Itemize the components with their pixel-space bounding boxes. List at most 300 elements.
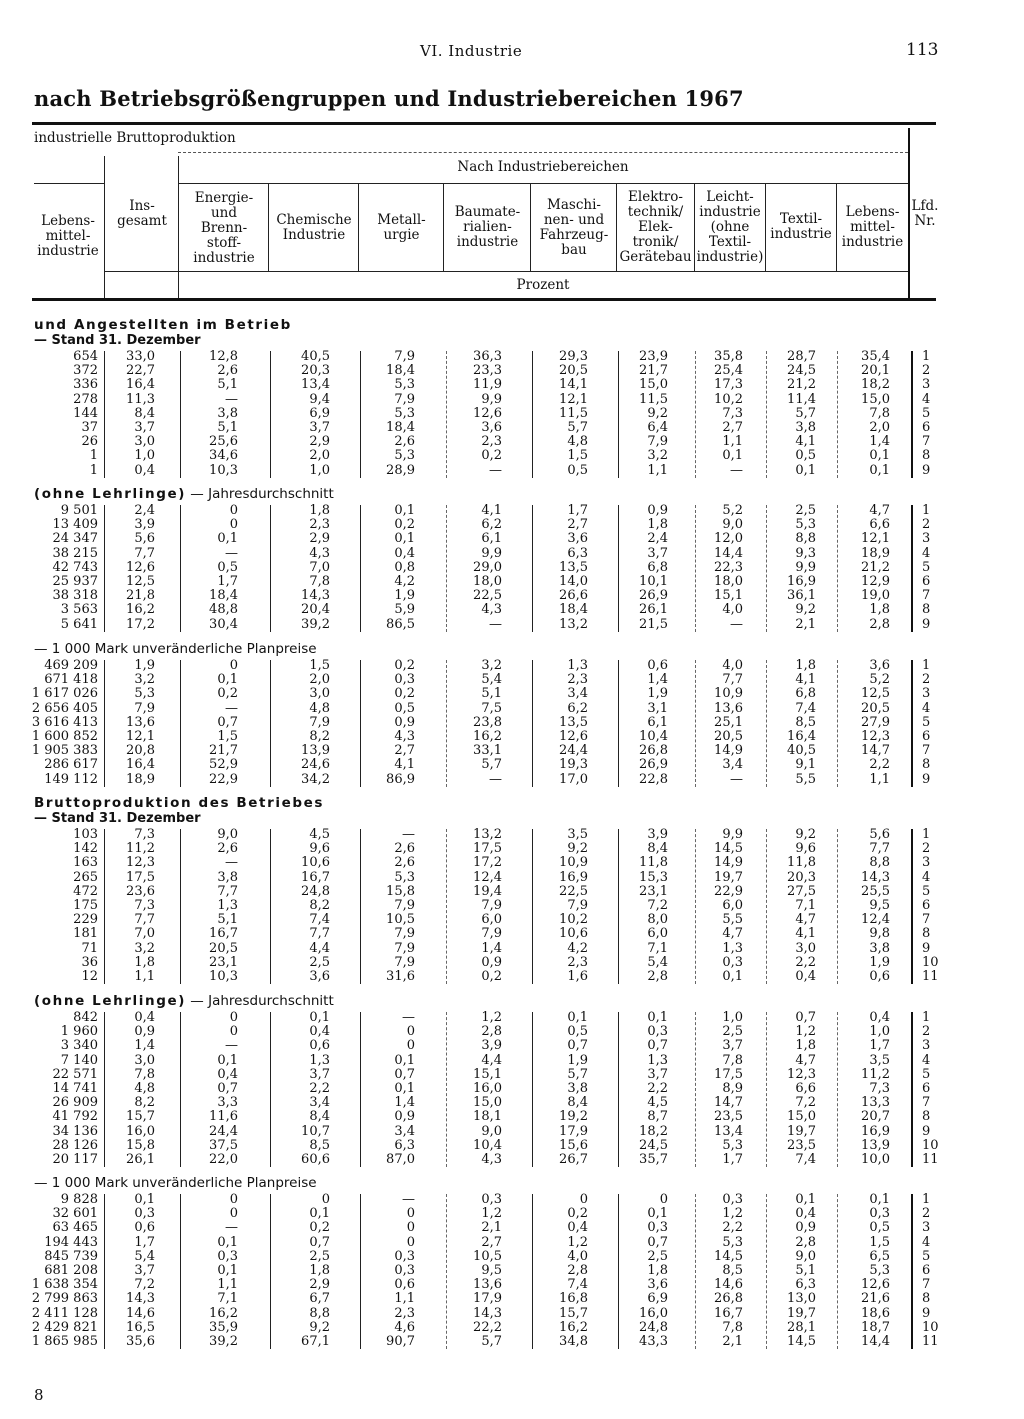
table-cell: 86,5	[386, 616, 415, 632]
table-row	[0, 504, 1024, 518]
table-cell: 4,4	[481, 1052, 502, 1068]
table-cell: 13,2	[473, 827, 502, 842]
table-row	[0, 1264, 1024, 1278]
table-cell: 24,5	[787, 363, 816, 379]
table-cell: 2,9	[309, 531, 330, 547]
table-cell: 0,5	[869, 1220, 890, 1236]
table-cell: 2,3	[567, 672, 588, 688]
section-title-lead: (ohne Lehrlinge)	[34, 993, 187, 1009]
table-cell: —	[225, 855, 238, 871]
row-number: 7	[922, 912, 931, 928]
table-cell: 39,2	[209, 1333, 238, 1349]
table-cell: 0,9	[647, 503, 668, 518]
table-cell: 6,9	[309, 405, 330, 421]
col-header-maschinenbau: Maschi- nen- und Fahrzeug- bau	[539, 197, 609, 258]
table-cell: 1,4	[394, 1095, 415, 1111]
table-cell: 2,0	[309, 448, 330, 464]
table-cell: 9,0	[217, 827, 238, 842]
table-cell: 6,3	[567, 545, 588, 561]
table-cell: 17,3	[714, 377, 743, 393]
table-cell: 31,6	[386, 968, 415, 984]
table-cell: 20,8	[126, 743, 155, 759]
table-cell: 8,4	[309, 1109, 330, 1125]
table-cell: 1,3	[217, 897, 238, 913]
table-cell: 1,8	[795, 1038, 816, 1054]
table-cell: 21,2	[861, 559, 890, 575]
table-cell: 27,9	[861, 714, 890, 730]
table-cell: 5,5	[722, 912, 743, 928]
table-cell: 3,5	[869, 1052, 890, 1068]
table-cell: 5,1	[795, 1262, 816, 1278]
table-cell: 1,4	[481, 940, 502, 956]
table-cell: 9,9	[481, 545, 502, 561]
table-cell: 41 792	[52, 1109, 98, 1125]
table-cell: 20,7	[861, 1109, 890, 1125]
table-cell: 26,8	[714, 1291, 743, 1307]
table-header-bottom-rule	[32, 298, 936, 301]
table-cell: 40,5	[301, 349, 330, 364]
table-cell: 19,3	[559, 757, 588, 773]
table-row	[0, 1096, 1024, 1110]
row-number: 7	[922, 1277, 931, 1293]
table-cell: 14,6	[714, 1277, 743, 1293]
table-cell: 5,7	[795, 405, 816, 421]
table-cell: 4,1	[481, 503, 502, 518]
table-cell: 10,9	[714, 686, 743, 702]
table-cell: 8,9	[722, 1080, 743, 1096]
section-title	[34, 796, 324, 811]
table-cell: 11,2	[861, 1066, 890, 1082]
table-cell: 14,3	[301, 588, 330, 604]
table-cell: 0,1	[869, 448, 890, 464]
table-cell: 60,6	[301, 1151, 330, 1167]
table-cell: 278	[73, 391, 98, 407]
table-cell: 2,8	[869, 616, 890, 632]
table-cell: 0,1	[217, 1052, 238, 1068]
table-cell: 1,3	[722, 940, 743, 956]
table-cell: 9 828	[60, 1192, 98, 1207]
table-cell: 35,7	[639, 1151, 668, 1167]
table-cell: 3,8	[567, 1080, 588, 1096]
table-cell: 3,3	[217, 1095, 238, 1111]
table-cell: 2,9	[309, 434, 330, 450]
table-cell: —	[730, 462, 743, 478]
table-cell: 5,7	[567, 1066, 588, 1082]
table-cell: 0,5	[567, 462, 588, 478]
table-cell: 1,1	[134, 968, 155, 984]
table-cell: 8,5	[722, 1262, 743, 1278]
table-cell: 0	[406, 1234, 415, 1250]
table-cell: 0,2	[217, 686, 238, 702]
table-cell: 9 501	[60, 503, 98, 518]
table-cell: 7 140	[60, 1052, 98, 1068]
table-cell: 2,5	[722, 1024, 743, 1040]
col-header-insgesamt: Ins- gesamt	[117, 198, 167, 229]
table-cell: 13,3	[861, 1095, 890, 1111]
table-cell: 21,6	[861, 1291, 890, 1307]
table-cell: 21,5	[639, 616, 668, 632]
row-number: 8	[922, 1291, 931, 1307]
table-cell: 23,1	[209, 954, 238, 970]
table-cell: 1,4	[869, 434, 890, 450]
table-cell: 1,8	[309, 503, 330, 518]
table-cell: 7,9	[394, 926, 415, 942]
table-cell: 7,7	[134, 545, 155, 561]
table-cell: 1	[89, 448, 98, 464]
table-cell: —	[489, 771, 502, 787]
table-cell: 16,7	[714, 1305, 743, 1321]
table-cell: 12,3	[861, 728, 890, 744]
col-header-lebensmittel: Lebens- mittel- industrie	[841, 204, 904, 250]
table-cell: 6,1	[481, 531, 502, 547]
table-cell: 0,9	[795, 1220, 816, 1236]
table-cell: 1,9	[647, 686, 668, 702]
table-cell: 86,9	[386, 771, 415, 787]
table-row	[0, 942, 1024, 956]
table-cell: 18,7	[861, 1319, 890, 1335]
table-cell: 12,3	[126, 855, 155, 871]
table-cell: 7,9	[309, 714, 330, 730]
table-cell: 4,3	[394, 728, 415, 744]
table-cell: 36,1	[787, 588, 816, 604]
table-cell: 16,2	[473, 728, 502, 744]
table-cell: 1 617 026	[31, 686, 98, 702]
table-cell: 71	[81, 940, 98, 956]
table-cell: 10,0	[861, 1151, 890, 1167]
table-cell: 15,0	[473, 1095, 502, 1111]
table-cell: 7,3	[869, 1080, 890, 1096]
table-cell: 15,7	[126, 1109, 155, 1125]
row-number: 4	[922, 869, 931, 885]
table-row	[0, 856, 1024, 870]
table-cell: 0,7	[567, 1038, 588, 1054]
table-cell: 0,5	[567, 1024, 588, 1040]
table-cell: 1,5	[217, 728, 238, 744]
table-cell: 16,4	[126, 757, 155, 773]
table-cell: 0,3	[869, 1206, 890, 1222]
table-cell: 0	[229, 517, 238, 533]
table-cell: 3,7	[309, 419, 330, 435]
table-cell: 175	[73, 897, 98, 913]
table-cell: 0,7	[217, 714, 238, 730]
table-row	[0, 1025, 1024, 1039]
table-row	[0, 659, 1024, 673]
table-cell: 0,1	[722, 448, 743, 464]
table-cell: 0,1	[217, 531, 238, 547]
col-header-leichtindustrie: Leicht- industrie (ohne Textil- industrie)	[696, 189, 764, 265]
table-cell: 10,3	[209, 968, 238, 984]
table-row	[0, 518, 1024, 532]
table-cell: 42 743	[52, 559, 98, 575]
table-cell: 0,4	[217, 1066, 238, 1082]
table-cell: 19,7	[787, 1305, 816, 1321]
table-cell: —	[402, 1192, 415, 1207]
table-cell: 12,6	[861, 1277, 890, 1293]
table-cell: 26	[81, 434, 98, 450]
table-cell: 3,7	[309, 1066, 330, 1082]
table-cell: 0	[406, 1038, 415, 1054]
table-cell: 12,4	[861, 912, 890, 928]
table-cell: 5,6	[134, 531, 155, 547]
table-cell: 7,7	[309, 926, 330, 942]
table-cell: 4,5	[647, 1095, 668, 1111]
table-cell: 16,4	[787, 728, 816, 744]
col-header-elektrotechnik: Elektro- technik/ Elek- tronik/ Gerätebau	[619, 189, 692, 265]
table-cell: 0,1	[217, 1262, 238, 1278]
table-cell: 0	[229, 658, 238, 673]
table-cell: 14,0	[559, 573, 588, 589]
table-cell: 33,0	[126, 349, 155, 364]
section-title	[34, 642, 317, 657]
table-cell: 9,5	[869, 897, 890, 913]
table-cell: 3 340	[60, 1038, 98, 1054]
table-cell: 1,2	[481, 1206, 502, 1222]
table-cell: 1,2	[795, 1024, 816, 1040]
row-number: 5	[922, 1066, 931, 1082]
table-cell: 9,2	[567, 841, 588, 857]
table-cell: 0,1	[394, 1052, 415, 1068]
table-cell: 0,4	[134, 1010, 155, 1025]
row-number: 2	[922, 1024, 931, 1040]
table-cell: 0,1	[869, 1192, 890, 1207]
table-cell: 26,9	[639, 757, 668, 773]
table-cell: 9,9	[481, 391, 502, 407]
table-cell: 34,8	[559, 1333, 588, 1349]
table-cell: 21,7	[639, 363, 668, 379]
table-cell: 3,8	[217, 405, 238, 421]
table-row	[0, 1278, 1024, 1292]
table-cell: 22,0	[209, 1151, 238, 1167]
table-cell: 0,3	[481, 1192, 502, 1207]
table-cell: 25,1	[714, 714, 743, 730]
table-cell: 2,8	[795, 1234, 816, 1250]
table-cell: 16,0	[639, 1305, 668, 1321]
table-cell: 6,6	[869, 517, 890, 533]
table-cell: 18,2	[639, 1123, 668, 1139]
table-cell: 3,6	[869, 658, 890, 673]
table-cell: 7,1	[217, 1291, 238, 1307]
table-cell: 16,0	[126, 1123, 155, 1139]
table-cell: 1,2	[481, 1010, 502, 1025]
table-cell: 1,5	[567, 448, 588, 464]
table-cell: 16,2	[126, 602, 155, 618]
table-cell: 23,1	[639, 883, 668, 899]
table-cell: 28 126	[52, 1137, 98, 1153]
table-cell: 8,7	[647, 1109, 668, 1125]
table-cell: 11,5	[639, 391, 668, 407]
table-cell: 87,0	[386, 1151, 415, 1167]
table-cell: 1,9	[394, 588, 415, 604]
table-cell: 8,8	[309, 1305, 330, 1321]
table-cell: 19,2	[559, 1109, 588, 1125]
table-cell: 6,0	[481, 912, 502, 928]
table-cell: 7,3	[134, 827, 155, 842]
table-cell: 24,6	[301, 757, 330, 773]
table-cell: 0,2	[394, 686, 415, 702]
table-cell: 1,8	[647, 517, 668, 533]
table-row	[0, 673, 1024, 687]
table-cell: 0,1	[217, 672, 238, 688]
row-number: 9	[922, 940, 931, 956]
table-cell: 3,6	[647, 1277, 668, 1293]
table-cell: 7,2	[134, 1277, 155, 1293]
table-cell: 7,1	[647, 940, 668, 956]
table-row	[0, 1335, 1024, 1349]
table-cell: 7,9	[481, 926, 502, 942]
table-cell: 23,8	[473, 714, 502, 730]
table-row	[0, 758, 1024, 772]
table-cell: 7,9	[647, 434, 668, 450]
table-cell: 17,2	[126, 616, 155, 632]
col-header-lebensmittel-left: Lebens- mittel- industrie	[37, 213, 99, 259]
table-cell: 2,1	[722, 1333, 743, 1349]
table-cell: 20,5	[209, 940, 238, 956]
table-cell: 11,8	[787, 855, 816, 871]
table-cell: 0,1	[309, 1206, 330, 1222]
table-cell: 681 208	[44, 1262, 98, 1278]
table-cell: 0,4	[869, 1010, 890, 1025]
row-number: 9	[922, 771, 931, 787]
table-cell: 13,6	[473, 1277, 502, 1293]
table-cell: 0,3	[647, 1220, 668, 1236]
table-cell: 1,9	[567, 1052, 588, 1068]
table-cell: 0	[229, 1010, 238, 1025]
table-row	[0, 378, 1024, 392]
table-cell: 5,4	[647, 954, 668, 970]
table-cell: 9,0	[722, 517, 743, 533]
col-header-lfd-nr: Lfd. Nr.	[911, 198, 939, 229]
table-cell: 14,5	[714, 841, 743, 857]
table-cell: 12,5	[861, 686, 890, 702]
table-cell: 90,7	[386, 1333, 415, 1349]
table-cell: 9,2	[647, 405, 668, 421]
table-cell: 0	[579, 1192, 588, 1207]
table-cell: 8,5	[795, 714, 816, 730]
table-cell: 18,4	[209, 588, 238, 604]
table-cell: 6,8	[795, 686, 816, 702]
table-cell: 12,8	[209, 349, 238, 364]
table-cell: 16,2	[559, 1319, 588, 1335]
table-cell: 3,9	[481, 1038, 502, 1054]
table-cell: 3,5	[567, 827, 588, 842]
table-cell: 35,9	[209, 1319, 238, 1335]
table-cell: 16,8	[559, 1291, 588, 1307]
table-cell: 12,6	[559, 728, 588, 744]
table-cell: 23,9	[639, 349, 668, 364]
table-cell: 14,1	[559, 377, 588, 393]
table-cell: 3,7	[722, 1038, 743, 1054]
row-number: 9	[922, 462, 931, 478]
table-cell: 5,4	[481, 672, 502, 688]
row-number: 7	[922, 1095, 931, 1111]
table-cell: 20,4	[301, 602, 330, 618]
header-divider	[178, 183, 908, 184]
table-cell: 6,5	[869, 1248, 890, 1264]
table-cell: 2,6	[394, 841, 415, 857]
page-number: 113	[906, 40, 939, 60]
table-cell: 5,3	[394, 869, 415, 885]
table-cell: 1,5	[309, 658, 330, 673]
table-cell: 0,7	[647, 1234, 668, 1250]
table-cell: 17,5	[126, 869, 155, 885]
table-cell: 67,1	[301, 1333, 330, 1349]
header-divider	[104, 271, 908, 272]
table-cell: 7,8	[869, 405, 890, 421]
table-cell: 472	[73, 883, 98, 899]
table-cell: 2,6	[394, 855, 415, 871]
table-cell: 4,3	[481, 1151, 502, 1167]
table-cell: 3,4	[567, 686, 588, 702]
table-cell: 26,8	[639, 743, 668, 759]
table-cell: 34,2	[301, 771, 330, 787]
table-cell: 15,6	[559, 1137, 588, 1153]
table-cell: —	[730, 771, 743, 787]
table-cell: 4,0	[722, 602, 743, 618]
table-cell: 10,5	[473, 1248, 502, 1264]
table-cell: 28,7	[787, 349, 816, 364]
table-cell: 15,1	[473, 1066, 502, 1082]
table-cell: 4,6	[394, 1319, 415, 1335]
table-cell: 4,0	[567, 1248, 588, 1264]
table-cell: 7,4	[309, 912, 330, 928]
table-cell: 0,1	[795, 462, 816, 478]
table-cell: 0	[659, 1192, 668, 1207]
table-cell: 8,4	[647, 841, 668, 857]
table-cell: 14 741	[52, 1080, 98, 1096]
table-cell: 6,3	[394, 1137, 415, 1153]
table-cell: 3 563	[60, 602, 98, 618]
row-number: 2	[922, 517, 931, 533]
table-cell: 3,0	[134, 1052, 155, 1068]
table-cell: 1,3	[647, 1052, 668, 1068]
table-cell: 5,7	[481, 757, 502, 773]
table-cell: 0,4	[795, 1206, 816, 1222]
table-row	[0, 1054, 1024, 1068]
table-cell: 7,2	[795, 1095, 816, 1111]
table-cell: 30,4	[209, 616, 238, 632]
table-cell: 10,6	[559, 926, 588, 942]
table-cell: 12	[81, 968, 98, 984]
table-cell: 2 429 821	[31, 1319, 98, 1335]
table-cell: 5,3	[722, 1234, 743, 1250]
table-cell: 14,7	[714, 1095, 743, 1111]
table-cell: 14,4	[861, 1333, 890, 1349]
table-row	[0, 350, 1024, 364]
row-number: 6	[922, 573, 931, 589]
row-number: 4	[922, 545, 931, 561]
table-cell: 8,4	[567, 1095, 588, 1111]
table-cell: 2,6	[394, 434, 415, 450]
table-cell: 7,8	[722, 1052, 743, 1068]
table-cell: 6,1	[647, 714, 668, 730]
table-cell: 13,2	[559, 616, 588, 632]
table-cell: 22 571	[52, 1066, 98, 1082]
table-cell: 1,1	[869, 771, 890, 787]
table-cell: 17,5	[714, 1066, 743, 1082]
table-cell: 0	[229, 503, 238, 518]
table-row	[0, 1039, 1024, 1053]
group-label-industries: Nach Industriebereichen	[457, 159, 629, 175]
table-cell: 29,3	[559, 349, 588, 364]
table-cell: 654	[73, 349, 98, 364]
table-cell: 16,9	[787, 573, 816, 589]
table-cell: 5,7	[567, 419, 588, 435]
section-title	[34, 1176, 317, 1191]
table-cell: 7,4	[567, 1277, 588, 1293]
table-cell: 103	[73, 827, 98, 842]
table-cell: 8,5	[309, 1137, 330, 1153]
table-cell: 0,9	[481, 954, 502, 970]
